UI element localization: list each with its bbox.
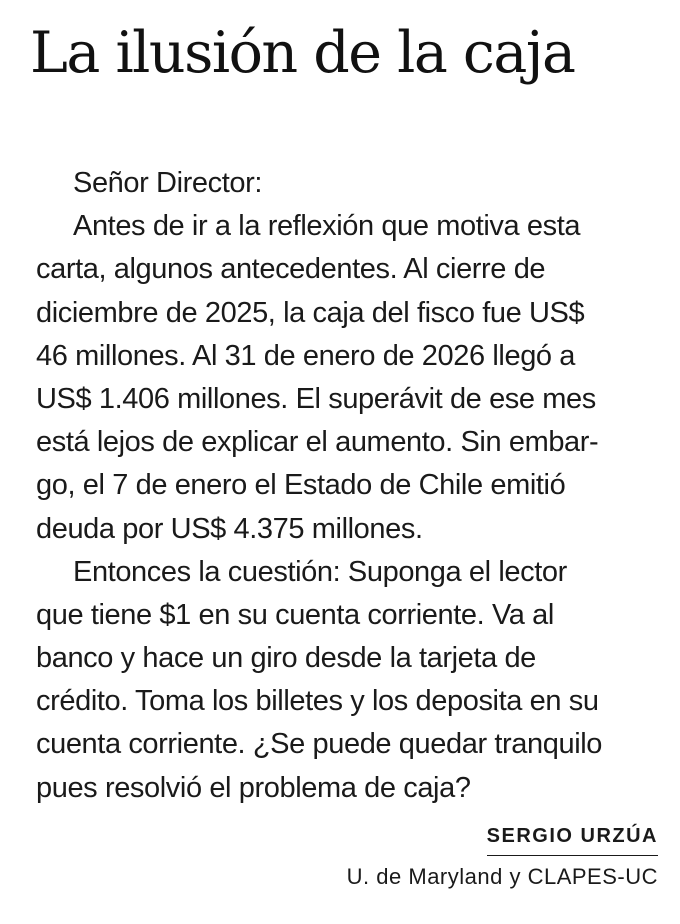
body-line: está lejos de explicar el aumento. Sin embar-	[36, 426, 599, 459]
body-line: 46 millones. Al 31 de enero de 2026 llegó a	[36, 339, 576, 372]
body-line: deuda por US$ 4.375 millones.	[36, 512, 423, 545]
body-line: carta, algunos antecedentes. Al cierre de	[36, 253, 546, 286]
body-line: pues resolvió el problema de caja?	[36, 771, 471, 804]
body-line: go, el 7 de enero el Estado de Chile emitió	[36, 469, 566, 502]
author-name: SERGIO URZÚA	[487, 823, 658, 856]
salutation: Señor Director:	[73, 167, 263, 199]
body-line: Antes de ir a la reflexión que motiva esta	[73, 210, 581, 243]
body-line: diciembre de 2025, la caja del fisco fue US$	[36, 296, 585, 329]
body-line: Entonces la cuestión: Suponga el lector	[73, 555, 567, 588]
headline: La ilusión de la caja	[30, 20, 575, 86]
body-line: que tiene $1 en su cuenta corriente. Va al	[36, 598, 554, 631]
signature-block	[347, 823, 658, 892]
letter-body	[36, 162, 676, 810]
body-line: US$ 1.406 millones. El superávit de ese mes	[36, 382, 596, 415]
body-line: banco y hace un giro desde la tarjeta de	[36, 642, 536, 675]
body-line: crédito. Toma los billetes y los deposita en su	[36, 685, 599, 718]
body-line: cuenta corriente. ¿Se puede quedar tranquilo	[36, 728, 603, 761]
author-affiliation: U. de Maryland y CLAPES-UC	[346, 864, 658, 889]
